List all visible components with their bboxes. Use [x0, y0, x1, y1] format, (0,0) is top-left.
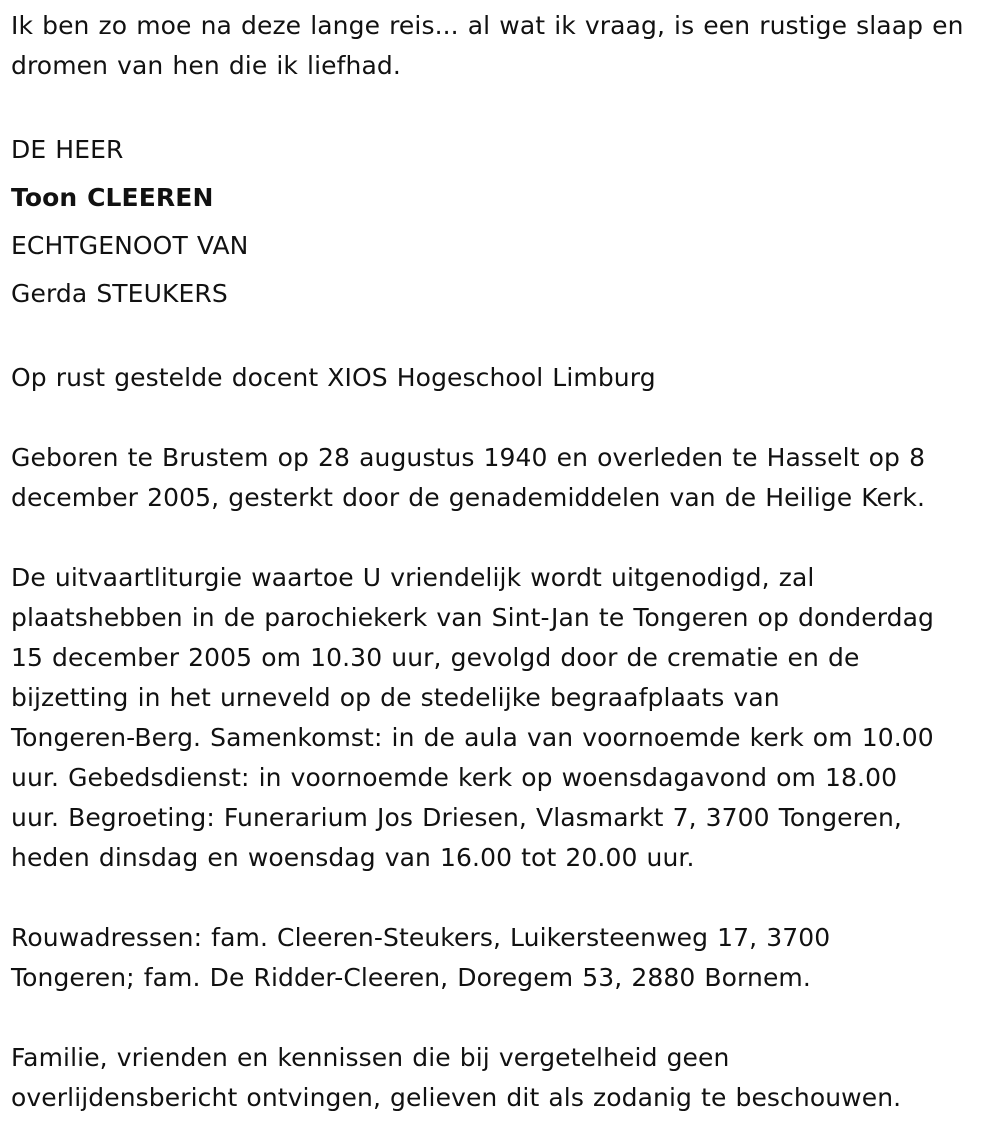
deceased-relation: ECHTGENOOT VAN: [11, 231, 249, 260]
birth-death-line-1: Geboren te Brustem op 28 augustus 1940 en overleden te Hasselt op 8: [11, 443, 926, 472]
spacer: [11, 318, 990, 358]
spacer: [11, 878, 990, 918]
funeral-line: 15 december 2005 om 10.30 uur, gevolgd door de crematie en de: [11, 643, 860, 672]
spacer: [11, 518, 990, 558]
birth-death-line-2: december 2005, gesterkt door de genademiddelen van de Heilige Kerk.: [11, 483, 926, 512]
closing-paragraph: [11, 1038, 990, 1118]
funeral-paragraph: [11, 558, 990, 878]
funeral-line: Tongeren-Berg. Samenkomst: in de aula van voornoemde kerk om 10.00: [11, 723, 934, 752]
addresses-paragraph: [11, 918, 990, 998]
occupation-line: Op rust gestelde docent XIOS Hogeschool Limburg: [11, 363, 656, 392]
closing-line-2: overlijdensbericht ontvingen, gelieven dit als zodanig te beschouwen.: [11, 1083, 902, 1112]
birth-death-paragraph: [11, 438, 990, 518]
deceased-title: DE HEER: [11, 135, 124, 164]
funeral-line: De uitvaartliturgie waartoe U vriendelijk wordt uitgenodigd, zal: [11, 563, 815, 592]
funeral-line: uur. Begroeting: Funerarium Jos Driesen, Vlasmarkt 7, 3700 Tongeren,: [11, 803, 902, 832]
spacer: [11, 86, 990, 126]
deceased-block: [11, 126, 990, 318]
addresses-line-1: Rouwadressen: fam. Cleeren-Steukers, Luikersteenweg 17, 3700: [11, 923, 831, 952]
closing-line-1: Familie, vrienden en kennissen die bij vergetelheid geen: [11, 1043, 730, 1072]
funeral-line: plaatshebben in de parochiekerk van Sint-Jan te Tongeren op donderdag: [11, 603, 935, 632]
addresses-line-2: Tongeren; fam. De Ridder-Cleeren, Doregem 53, 2880 Bornem.: [11, 963, 811, 992]
deceased-name: Toon CLEEREN: [11, 183, 214, 212]
poem-line-1: Ik ben zo moe na deze lange reis... al wat ik vraag, is een rustige slaap en: [11, 11, 964, 40]
spouse-name: Gerda STEUKERS: [11, 279, 228, 308]
poem-line-2: dromen van hen die ik liefhad.: [11, 51, 401, 80]
spacer: [11, 998, 990, 1038]
poem-paragraph: [11, 6, 990, 86]
funeral-line: heden dinsdag en woensdag van 16.00 tot 20.00 uur.: [11, 843, 695, 872]
spacer: [11, 398, 990, 438]
funeral-line: bijzetting in het urneveld op de stedelijke begraafplaats van: [11, 683, 780, 712]
funeral-line: uur. Gebedsdienst: in voornoemde kerk op woensdagavond om 18.00: [11, 763, 898, 792]
